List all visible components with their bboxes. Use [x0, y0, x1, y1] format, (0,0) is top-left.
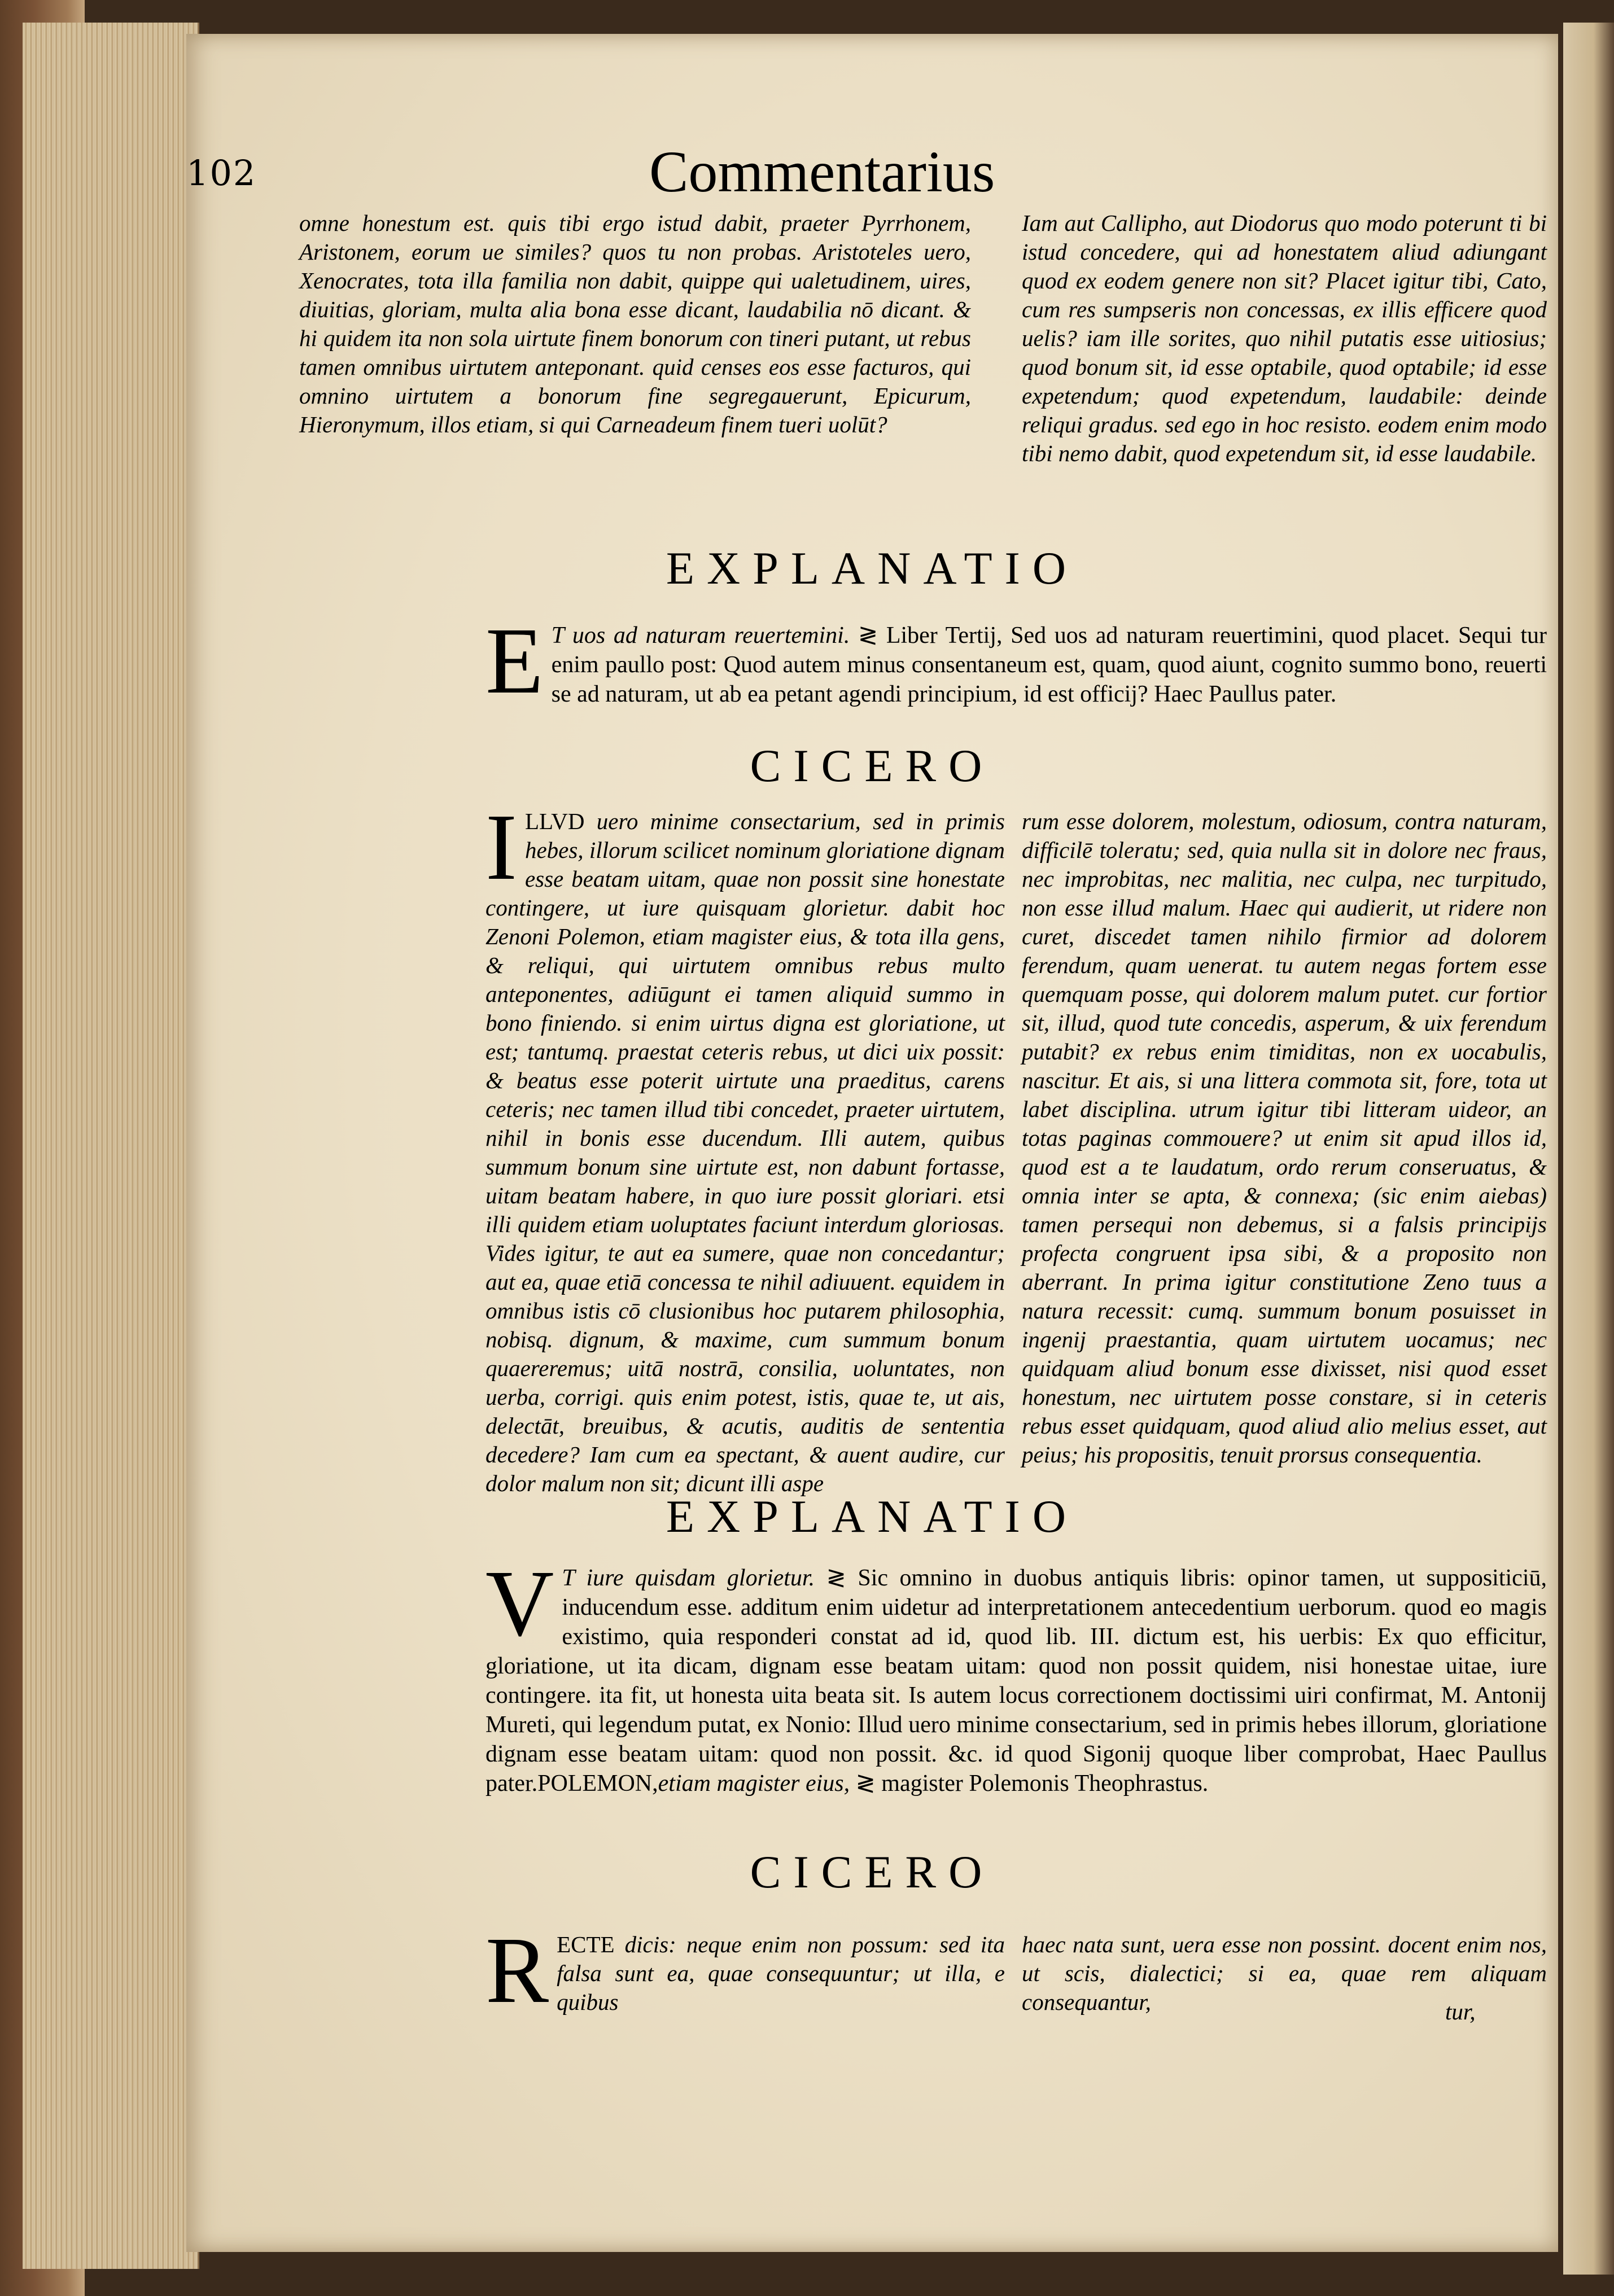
page-block-edge — [23, 23, 199, 2269]
lead-word: ECTE — [557, 1931, 615, 1957]
catchword: tur, — [1445, 1999, 1476, 2025]
text-column-right-top — [1022, 209, 1547, 468]
section-heading-cicero: CICERO — [750, 740, 995, 791]
commentary-text: ≷ magister Polemonis Theophrastus. — [850, 1771, 1209, 1797]
lemma: T iure quisdam glorietur. — [562, 1565, 815, 1591]
explanatio-paragraph-1 — [485, 608, 1547, 713]
section-heading-explanatio: EXPLANATIO — [666, 1491, 1079, 1542]
explanatio-paragraph-2 — [485, 1551, 1547, 1798]
drop-capital: R — [485, 1918, 549, 2023]
commentary-text: ≷ Sic omnino in duobus antiquis libris: opinor tamen, ut suppositiciū, inducendum esse. additum enim uidetur ad interpretationem antecedentium uerborum. quod eo magis existimo, quia responderi constat ad id, quod lib. III. dictum est, his uerbis: Ex quo efficitur, gloriatione, ut ita dicam, dignam esse beatam uitam: quod non possit quidem, nisi honestae uitae, iure contingere. ita fit, ut honesta uita beata sit. Is autem locus correctionem doctissimi uiri confirmat, M. Antonij Mureti, qui legendum putat, ex Nonio: Illud uero minime consectarium, sed in primis hebes illorum, gloriatione dignam esse beatam uitam: quod non possit. &c. id quod Sigonij quoque liber comprobat, Haec Paullus pater. — [485, 1565, 1547, 1797]
paragraph — [485, 1918, 1005, 2023]
text-column-left-bottom — [485, 1918, 1005, 2023]
section-heading-explanatio: EXPLANATIO — [666, 542, 1079, 594]
text-column-left-top — [299, 209, 971, 439]
running-title: Commentarius — [649, 139, 995, 204]
paragraph — [485, 795, 1005, 1498]
paragraph-text: dicis: neque enim non possum: sed ita falsa sunt ea, quae consequuntur; ut illa, e quibus — [557, 1931, 1005, 2015]
paragraph: Iam aut Callipho, aut Diodorus quo modo poterunt ti bi istud concedere, qui ad honestatem aliud adiungant quod ex eodem genere non sit? Placet igitur tibi, Cato, cum res sumpseris non concessas, ex illis efficere quod uelis? iam ille sorites, quo nihil putatis esse uitiosius; quod bonum sit, id esse optabile, quod optabile; id esse expetendum; quod expetendum, laudabile: deinde reliqui gradus. sed ego in hoc resisto. eodem enim modo tibi nemo dabit, quod expetendum sit, id esse laudabile. — [1022, 210, 1547, 466]
lemma: etiam magister eius, — [658, 1771, 850, 1797]
lead-word: LLVD — [524, 808, 585, 834]
paragraph: rum esse dolorem, molestum, odiosum, contra naturam, difficilē toleratu; sed, quia nulla sit in dolore nec fraus, nec improbitas, nec malitia, nec culpa, nec turpitudo, non esse illud malum. Haec qui audierit, ut ridere non curet, discedet tamen nihilo firmior ad dolorem ferendum, quam uenerat. tu autem negas fortem esse quemquam posse, qui dolorem malum putet. cur fortior sit, illud, quod tute concedis, asperum, & uix ferendum putabit? ex rebus enim timiditas, non ex uocabulis, nascitur. Et ais, si una littera commota sit, fore, tota ut labet disciplina. utrum igitur tibi litteram uideor, an totas paginas commouere? ut enim sit apud illos id, quod est a te laudatum, ordo rerum conseruatus, & omnia inter se apta, & connexa; (sic enim aiebas) tamen persequi non debemus, si a falsis principijs profecta congruent ipsa sibi, & a proposito non aberrant. In prima igitur constitutione Zeno tuus a natura recessit: cumq. summum bonum posuisset in ingenij praestantia, quam uirtutem uocamus; nec quidquam aliud bonum esse dixisset, nisi quod esset honestum, nec uirtutem posse constare, si in ceteris rebus esset quidquam, quod aliud alio melius esset, aut peius; his propositis, tenuit prorsus consequentia. — [1022, 808, 1547, 1467]
paragraph: haec nata sunt, uera esse non possint. docent enim nos, ut scis, dialectici; si ea, quae rem aliquam consequantur, — [1022, 1931, 1547, 2015]
paragraph-text: uero minime consectarium, sed in primis hebes, illorum scilicet nominum gloriatione dignam esse beatam uitam, quae non possit sine honestate contingere, ut iure quisquam glorietur. dabit hoc Zenoni Polemon, etiam magister eius, & tota illa gens, & reliqui, qui uirtutem omnibus rebus multo anteponentes, adiūgunt ei tamen aliquid summo in bono finiendo. si enim uirtus digna est gloriatione, ut est; tantumq. praestat ceteris rebus, ut dici uix possit: & beatus esse poterit uirtute una praeditus, carens ceteris; nec tamen illud tibi concedet, praeter uirtutem, nihil in bonis esse ducendum. Illi autem, quibus summum bonum sine uirtute est, non dabunt fortasse, uitam beatam habere, in quo iure possit gloriari. etsi illi quidem etiam uoluptates faciunt interdum gloriosas. Vides igitur, te aut ea sumere, quae non concedantur; aut ea, quae etiā concessa te nihil adiuuent. equidem in omnibus istis cō clusionibus hoc putarem philosophia, nobisq. dignum, & maxime, cum summum bonum quaereremus; uitā nostrā, consilia, uoluntates, non uerba, corrigi. quis enim potest, istis, quae te, ut ais, delectāt, breuibus, & acutis, auditis de sententia decedere? Iam cum ea spectant, & auent audire, cur dolor malum non sit; dicunt illi aspe — [485, 808, 1005, 1496]
drop-capital: E — [485, 608, 544, 713]
text-column-right-middle — [1022, 807, 1547, 1469]
paragraph: omne honestum est. quis tibi ergo istud dabit, praeter Pyrrhonem, Aristonem, eorum ue similes? quos tu non probas. Aristoteles uero, Xenocrates, tota illa familia non dabit, quippe qui ualetudinem, uires, diuitias, gloriam, multa alia bona esse dicant, laudabilia nō dicant. & hi quidem ita non sola uirtute finem bonorum con tineri putant, ut rebus tamen omnibus uirtutem anteponant. quid censes eos esse facturos, qui omnino uirtutem a bonorum fine segregauerunt, Epicurum, Hieronymum, illos etiam, si qui Carneadeum finem tueri uolūt? — [299, 210, 971, 437]
lemma-caps: POLEMON, — [537, 1771, 658, 1797]
facing-page-edge — [1563, 23, 1614, 2275]
drop-capital: V — [485, 1551, 554, 1656]
lemma: T uos ad naturam reuertemini. — [551, 623, 850, 649]
folio-number: 102 — [186, 152, 257, 194]
section-heading-cicero: CICERO — [750, 1846, 995, 1898]
text-column-left-middle — [485, 795, 1005, 1498]
commentary-text: ≷ Liber Tertij, Sed uos ad naturam reuertimini, quod placet. Sequi tur enim paullo post: Quod autem minus consentaneum est, quam, quod aiunt, cognito summo bono, reuerti se ad naturam, ut ab ea petant agendi principium, id est officij? Haec Paullus pater. — [551, 623, 1547, 707]
drop-capital: I — [485, 795, 517, 900]
